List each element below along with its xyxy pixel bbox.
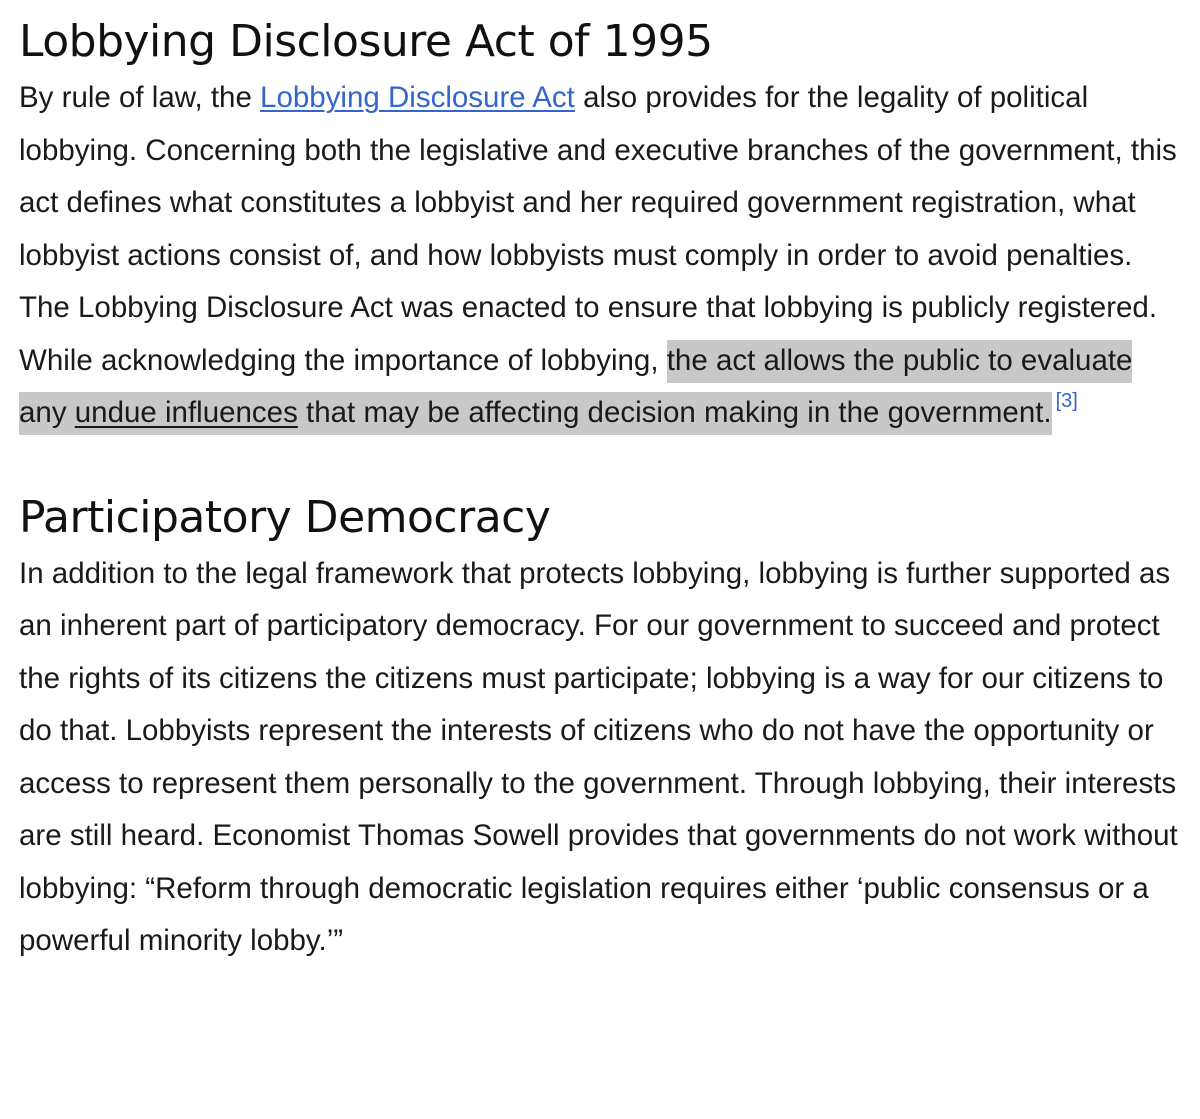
paragraph-text-middle: also provides for the legality of political lobbying. Concerning both the legislative and executive branches of the government, this act defines what constitutes a lobbyist and her required government registration, what lobbyist actions consist of, and how lobbyists must comply in order to avoid penalties. The Lobbying Disclosure Act was enacted to ensure that lobbying is publicly registered. While acknowledging the importance of lobbying, <box>19 81 1177 377</box>
section-heading-participatory-democracy: Participatory Democracy <box>19 491 551 543</box>
undue-influences-term: undue influences <box>74 396 298 429</box>
citation-marker <box>1056 390 1078 412</box>
lobbying-disclosure-act-link[interactable]: Lobbying Disclosure Act <box>260 81 575 114</box>
section-paragraph-lobbying-disclosure-act <box>19 72 1182 440</box>
highlighted-text-start: the act allows the public to evaluate any <box>19 343 1133 429</box>
highlighted-text-end: that may be affecting decision making in the government. <box>297 396 1052 429</box>
section-heading-lobbying-disclosure-act: Lobbying Disclosure Act of 1995 <box>19 16 713 67</box>
citation-link[interactable]: [3] <box>1055 390 1078 412</box>
section-paragraph-participatory-democracy: In addition to the legal framework that protects lobbying, lobbying is further supported as an inherent part of participatory democracy. For our government to succeed and protect the rights of its citizens the citizens must participate; lobbying is a way for our citizens to do that. Lobbyists represent the interests of citizens who do not have the opportunity or access to represent them personally to the government. Through lobbying, their interests are still heard. Economist Thomas Sowell provides that governments do not work without lobbying: “Reform through democratic legislation requires either ‘public consensus or a powerful minority lobby.’” <box>19 556 1178 957</box>
paragraph-text-start: By rule of law, the <box>19 81 261 114</box>
